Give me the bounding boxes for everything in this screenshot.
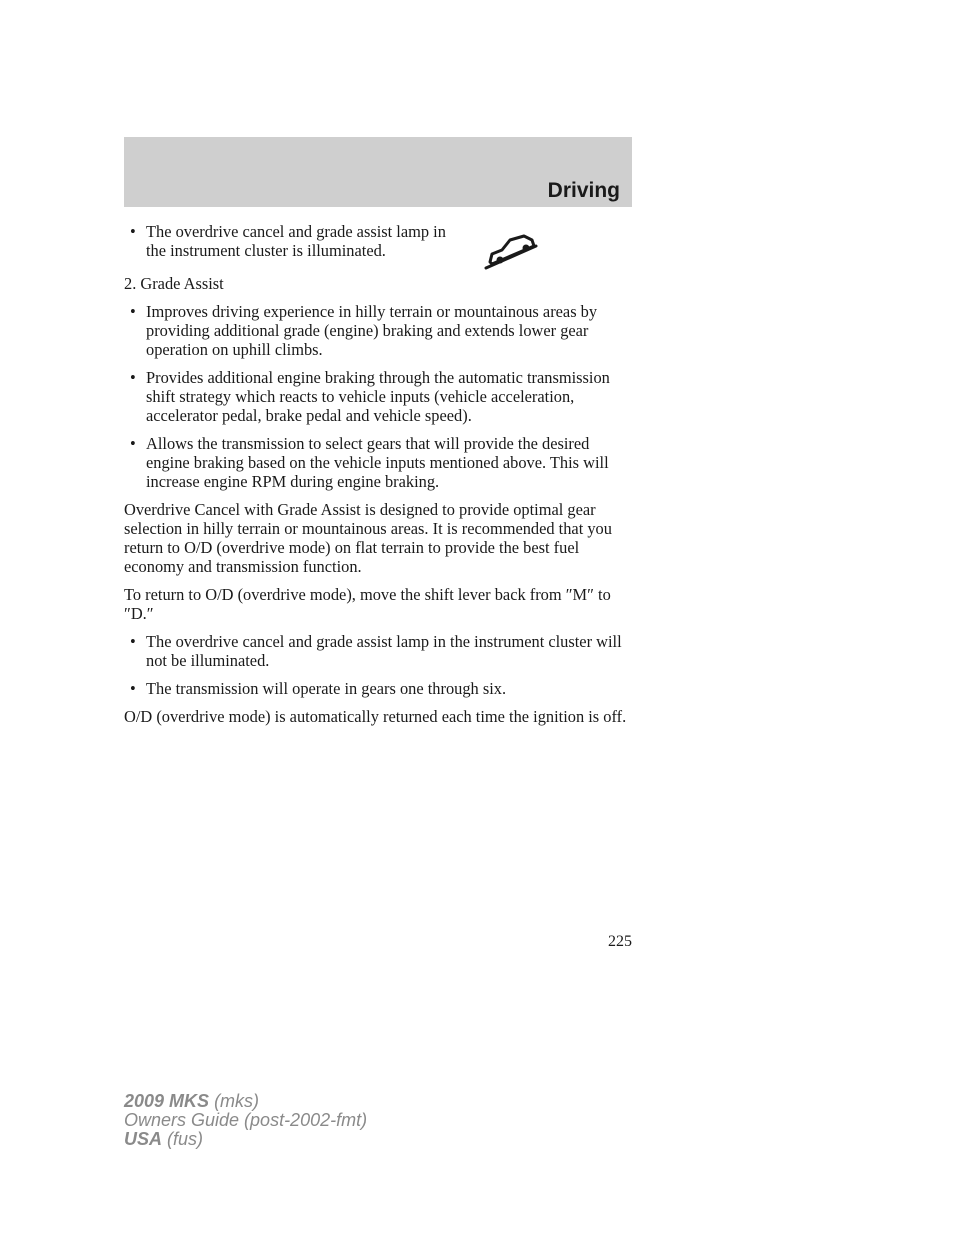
grade-assist-bullet: • Provides additional engine braking through the automatic transmission shift strategy which reacts to vehicle inputs (vehicle acceleration, accelerator pedal, brake pedal and vehicle speed). [124,368,632,425]
section-title: Driving [547,179,620,202]
footer-model: 2009 MKS [124,1091,210,1111]
grade-assist-heading: 2. Grade Assist [124,274,224,293]
auto-return-paragraph: O/D (overdrive mode) is automatically returned each time the ignition is off. [124,707,627,726]
footer-line-3 [124,1130,367,1149]
grade-assist-bullet: • Improves driving experience in hilly terrain or mountainous areas by providing additional grade (engine) braking and extends lower gear operation on uphill climbs. [124,302,632,359]
return-bullet: • The transmission will operate in gears one through six. [124,679,632,698]
footer [124,1092,367,1149]
footer-market: USA [124,1129,163,1149]
lamp-bullet: • The overdrive cancel and grade assist lamp in the instrument cluster is illuminated. [124,222,446,260]
page-content [124,222,632,735]
return-bullet: • The overdrive cancel and grade assist lamp in the instrument cluster will not be illuminated. [124,632,632,670]
footer-line-2: Owners Guide (post-2002-fmt) [124,1110,368,1130]
page-number: 225 [608,933,632,950]
footer-market-code: (fus) [167,1129,204,1149]
footer-model-code: (mks) [214,1091,260,1111]
footer-line-1 [124,1092,367,1111]
design-paragraph: Overdrive Cancel with Grade Assist is designed to provide optimal gear selection in hilly terrain or mountainous areas. It is recommended that you return to O/D (overdrive mode) on flat terrain to provide the best fuel economy and transmission function. [124,500,612,576]
section-header-band [124,137,632,207]
return-paragraph: To return to O/D (overdrive mode), move the shift lever back from ″M″ to ″D.″ [124,585,611,623]
grade-assist-bullet: • Allows the transmission to select gears that will provide the desired engine braking based on the vehicle inputs mentioned above. This will increase engine RPM during engine braking. [124,434,632,491]
